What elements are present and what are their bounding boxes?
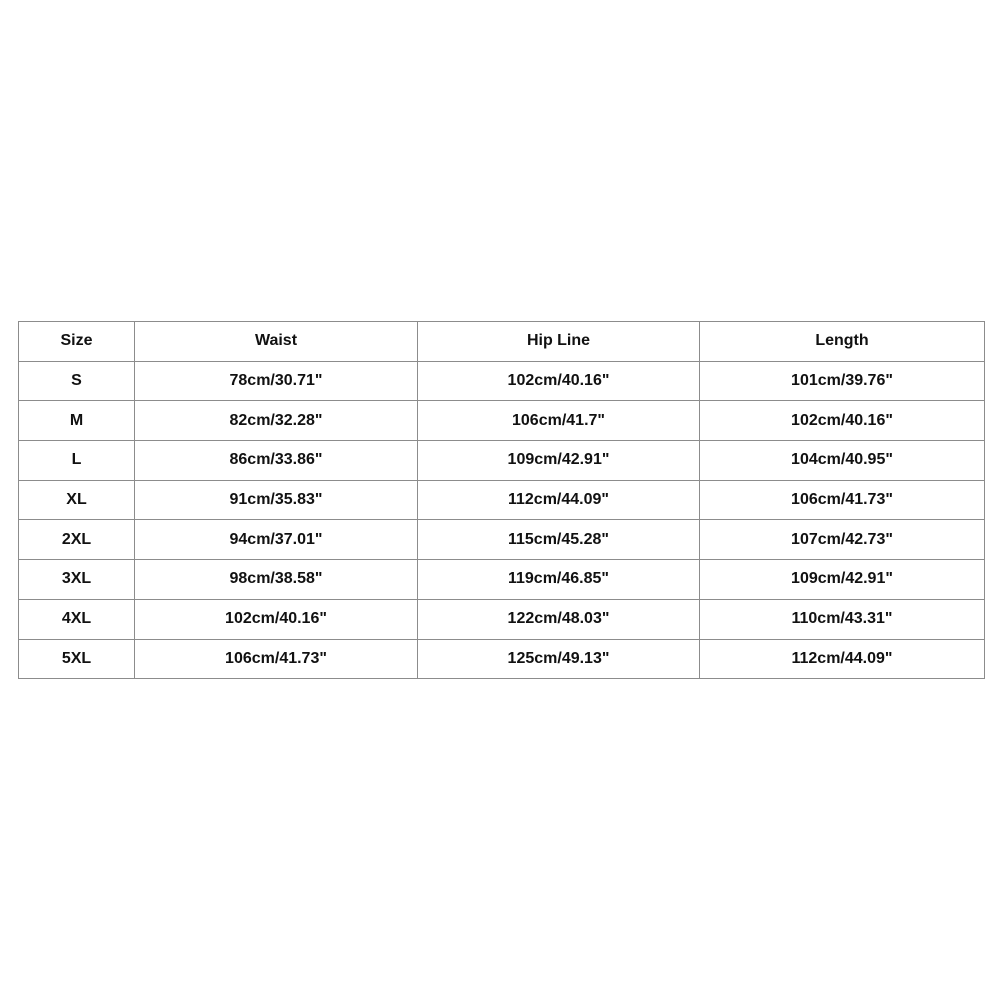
size-cell: S <box>19 361 135 401</box>
header-length: Length <box>700 322 985 362</box>
hip-line-cell: 115cm/45.28" <box>418 520 700 560</box>
waist-cell: 102cm/40.16" <box>135 599 418 639</box>
length-cell: 112cm/44.09" <box>700 639 985 679</box>
waist-cell: 78cm/30.71" <box>135 361 418 401</box>
hip-line-cell: 106cm/41.7" <box>418 401 700 441</box>
size-cell: 2XL <box>19 520 135 560</box>
header-size: Size <box>19 322 135 362</box>
length-cell: 101cm/39.76" <box>700 361 985 401</box>
length-cell: 102cm/40.16" <box>700 401 985 441</box>
header-hip-line: Hip Line <box>418 322 700 362</box>
waist-cell: 86cm/33.86" <box>135 441 418 481</box>
size-chart-body <box>19 361 985 679</box>
length-cell: 110cm/43.31" <box>700 599 985 639</box>
header-row <box>19 322 985 362</box>
length-cell: 106cm/41.73" <box>700 480 985 520</box>
hip-line-cell: 112cm/44.09" <box>418 480 700 520</box>
waist-cell: 106cm/41.73" <box>135 639 418 679</box>
waist-cell: 82cm/32.28" <box>135 401 418 441</box>
waist-cell: 94cm/37.01" <box>135 520 418 560</box>
hip-line-cell: 119cm/46.85" <box>418 560 700 600</box>
table-row <box>19 401 985 441</box>
size-cell: L <box>19 441 135 481</box>
size-cell: 4XL <box>19 599 135 639</box>
size-cell: XL <box>19 480 135 520</box>
size-chart-header <box>19 322 985 362</box>
table-row <box>19 520 985 560</box>
length-cell: 104cm/40.95" <box>700 441 985 481</box>
table-row <box>19 441 985 481</box>
hip-line-cell: 109cm/42.91" <box>418 441 700 481</box>
length-cell: 109cm/42.91" <box>700 560 985 600</box>
hip-line-cell: 122cm/48.03" <box>418 599 700 639</box>
table-row <box>19 480 985 520</box>
hip-line-cell: 125cm/49.13" <box>418 639 700 679</box>
waist-cell: 91cm/35.83" <box>135 480 418 520</box>
hip-line-cell: 102cm/40.16" <box>418 361 700 401</box>
size-chart-table <box>18 321 985 679</box>
size-cell: 5XL <box>19 639 135 679</box>
table-row <box>19 560 985 600</box>
size-cell: 3XL <box>19 560 135 600</box>
table-row <box>19 361 985 401</box>
table-row <box>19 639 985 679</box>
table-row <box>19 599 985 639</box>
size-cell: M <box>19 401 135 441</box>
length-cell: 107cm/42.73" <box>700 520 985 560</box>
header-waist: Waist <box>135 322 418 362</box>
waist-cell: 98cm/38.58" <box>135 560 418 600</box>
